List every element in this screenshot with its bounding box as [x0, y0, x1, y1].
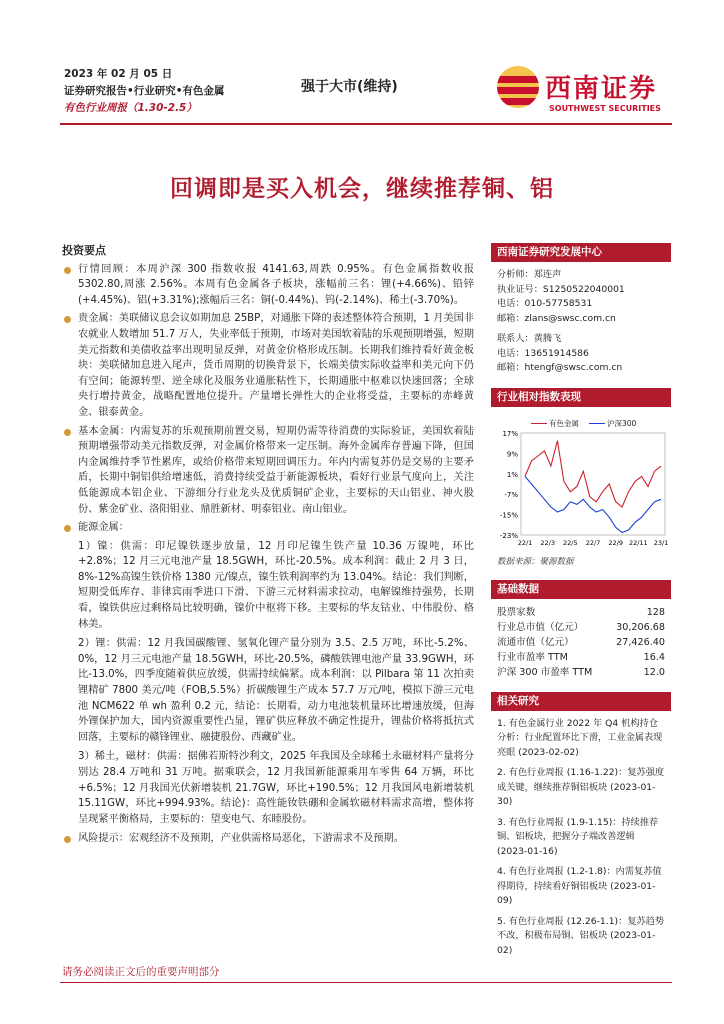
analyst-info	[491, 268, 671, 376]
bullet-energy-metals: 能源金属：	[62, 520, 474, 536]
basic-data-value: 27,426.40	[616, 636, 665, 648]
related-report[interactable]: 1. 有色金属行业 2022 年 Q4 机构持仓分析：行业配置环比下滑，工业金属表现亮眼 (2023-02-02)	[497, 717, 663, 758]
footer-divider	[60, 982, 672, 983]
basic-data-key: 流通市值（亿元）	[497, 636, 574, 648]
x-tick-label: 22/5	[563, 538, 578, 547]
chart-svg	[491, 413, 671, 553]
para-rare-earth: 3）稀土，磁材：供需：据佛若斯特沙利文，2025 年我国及全球稀土永磁材料产量将分别达 28.4 万吨和 31 万吨。据乘联会，12 月我国新能源乘用车零售 64 万辆，环比+6.5%；12 月我国光伏新增装机 21.7GW，环比+190.5%；12 月我国风电新增装机 15.11GW，环比+994.93%。结论)：高性能钕铁硼和金属软磁材料需求高增，整体将呈现紧平衡格局，主要标的：望变电气、东睦股份。	[78, 751, 474, 825]
y-tick-label: -15%	[499, 511, 518, 520]
contact-phone: 电话：13651914586	[497, 347, 589, 359]
analyst-email[interactable]: 邮箱：zlans@swsc.com.cn	[497, 312, 616, 324]
basic-data-value: 128	[646, 606, 665, 618]
basic-data-value: 16.4	[643, 651, 665, 663]
report-period: 有色行业周报（1.30-2.5）	[64, 102, 197, 114]
x-tick-label: 22/3	[540, 538, 555, 547]
section-title: 投资要点	[62, 244, 106, 257]
para-lithium: 2）锂：供需：12 月我国碳酸锂、氢氧化锂产量分别为 3.5、2.5 万吨，环比-5.2%、0%，12 月三元电池产量 18.5GWH，环比-20.5%，磷酸铁锂电池产量 33.9GWH，环比-13.0%，四季度随着供应放缓，供需持续偏紧。成本利润：以 Pilbara 第 11 次拍卖锂精矿 7800 美元/吨（FOB,5.5%）折碳酸锂生产成本 57.7 万元/吨，模拟下游三元电池 NCM622 单 wh 盈利 0.2 元，结论：长期看，动力电池装机量环比增速放缓，但海外锂保护加大，国内资源重要性凸显，锂矿供应释放不确定性提升，锂盐价格将抵抗式回落，主要标的赣锋锂业、融捷股份、西藏矿业。	[78, 638, 474, 743]
basic-data-heading: 基础数据	[491, 580, 671, 599]
logo	[497, 62, 677, 122]
basic-data-row	[491, 605, 671, 620]
contact-email[interactable]: 邮箱：htengf@swsc.com.cn	[497, 362, 623, 373]
basic-data-key: 沪深 300 市盈率 TTM	[497, 666, 593, 678]
analyst-cert: 执业证号：S1250522040001	[497, 283, 625, 295]
chart-legend	[531, 416, 636, 431]
footer-notice: 请务必阅读正文后的重要声明部分	[62, 966, 220, 978]
basic-data-row	[491, 635, 671, 650]
y-tick-label: 9%	[506, 449, 518, 458]
logo-en: SOUTHWEST SECURITIES	[549, 104, 661, 113]
header-divider	[60, 123, 672, 125]
y-tick-label: 1%	[506, 470, 518, 479]
y-tick-label: -7%	[504, 490, 518, 499]
analyst-name: 分析师：郑连声	[497, 269, 562, 280]
header-meta	[64, 66, 224, 117]
related-report[interactable]: 5. 有色行业周报 (12.26-1.1)：复苏趋势不改，积极布局铜、铝板块 (2023-01-02)	[497, 915, 665, 956]
x-tick-label: 22/7	[585, 538, 601, 547]
related-report[interactable]: 2. 有色行业周报 (1.16-1.22)：复苏强度成关键，继续推荐铜铝板块 (2023-01-30)	[497, 767, 665, 807]
basic-data-value: 12.0	[643, 666, 665, 678]
bullet-precious-metals: 贵金属：美联储议息会议如期加息 25BP，对通胀下降的表述整体符合预期，1 月美国非农就业人数增加 51.7 万人，失业率低于预期，市场对美国软着陆的乐观预期增强，短期美元指数和美债收益率出现明显反弹，对黄金价格形成压制。长期我们维持看好黄金板块：美联储加息进入尾声，货币周期的切换背景下，长端美债实际收益率和美元向下仍有空间；能源转型、逆全球化及服务业通胀粘性下，长期通胀中枢难以快速回落；全球央行增持黄金，战略配置地位提升。产量增长弹性大的企业将受益，主要标的赤峰黄金、银泰黄金。	[62, 311, 474, 420]
basic-data-key: 股票家数	[497, 606, 536, 618]
basic-data-row	[491, 665, 671, 680]
bullet-risk: 风险提示：宏观经济不及预期，产业供需格局恶化，下游需求不及预期。	[62, 831, 474, 847]
sidebar	[491, 243, 671, 964]
basic-data-key: 行业市盈率 TTM	[497, 651, 568, 663]
related-heading: 相关研究	[491, 692, 671, 711]
contact-name: 联系人：黄腾飞	[497, 333, 562, 344]
x-tick-label: 22/9	[608, 538, 623, 547]
analyst-phone: 电话：010-57758531	[497, 298, 593, 309]
x-tick-label: 22/11	[628, 538, 648, 547]
basic-data-row	[491, 620, 671, 635]
x-tick-label: 22/1	[517, 538, 533, 547]
y-tick-label: 17%	[502, 429, 518, 438]
index-chart	[491, 413, 671, 553]
chart-frame	[521, 433, 665, 535]
basic-data-row	[491, 650, 671, 665]
para-nickel: 1）镍：供需：印尼镍铁逐步放量，12 月印尼镍生铁产量 10.36 万镍吨，环比+2.8%；12 月三元电池产量 18.5GWH，环比-20.5%。成本利润：截止 2 月 3 日，8%-12%高镍生铁价格 1380 元/镍点，镍生铁利润率约为 13.04%。结论：我们判断，短期受低库存、菲律宾雨季进口下滑、下游三元材料需求拉动，电解镍维持强势，长期看，镍铁供应过剩格局比较明确，镍价中枢将下移。主要标的华友钴业、中伟股份、格林美。	[78, 540, 474, 630]
rating: 强于大市(维持)	[301, 79, 398, 95]
x-tick-label: 23/1	[653, 538, 669, 547]
legend-series-2: 沪深300	[607, 418, 637, 428]
basic-data-value: 30,206.68	[616, 621, 665, 633]
y-tick-label: -23%	[499, 531, 518, 540]
related-list	[491, 717, 671, 959]
basic-data-table	[491, 605, 671, 680]
logo-name: 西南证券	[545, 74, 658, 104]
chart-heading: 行业相对指数表现	[491, 388, 671, 407]
report-date: 2023 年 02 月 05 日	[64, 68, 173, 80]
bullet-market-review: 行情回顾：本周沪深 300 指数收报 4141.63,周跌 0.95%。有色金属指数收报 5302.80,周涨 2.56%。本周有色金属各子板块，涨幅前三名：锂(+4.66%)、铅锌(+4.45%)、铝(+3.31%);涨幅后三名：铜(-0.44%)、钨(-2.14%)、稀土(-3.70%)。	[62, 262, 474, 309]
legend-series-1: 有色金属	[549, 418, 579, 428]
bullet-base-metals: 基本金属：内需复苏的乐观预期前置交易，短期仍需等待消费的实际验证，美国软着陆预期增强带动美元指数反弹，对金属价格带来一定压制。海外金属库存普遍下降，但国内金属维持季节性累库，或给价格带来短期回调压力。年内内需复苏仍是交易的主要矛盾，长期中铜铝供给增速低，消费持续受益于新能源板块，看好行业景气度向上，关注低能源成本铝企业、下游细分行业龙头及优质铜矿企业，主要标的天山铝业、神火股份、紫金矿业、洛阳钼业、鼎胜新材、明泰铝业、南山铝业。	[62, 424, 474, 518]
series-line-csi300	[525, 476, 661, 532]
logo-icon	[497, 66, 539, 108]
related-report[interactable]: 4. 有色行业周报 (1.2-1.8)：内需复苏值得期待，持续看好铜铝板块 (2023-01-09)	[497, 866, 662, 906]
report-category: 证券研究报告•行业研究•有色金属	[64, 85, 225, 97]
main-content	[62, 243, 474, 850]
chart-source: 数据来源：聚源数据	[497, 556, 574, 567]
research-center: 西南证券研究发展中心	[491, 243, 671, 262]
series-line-nonferrous	[525, 440, 661, 506]
page-title: 回调即是买入机会，继续推荐铜、铝	[170, 176, 554, 202]
related-report[interactable]: 3. 有色行业周报 (1.9-1.15)：持续推荐铜、铝板块，把握分子端改善逻辑 (2023-01-16)	[497, 816, 659, 857]
basic-data-key: 行业总市值（亿元）	[497, 621, 584, 633]
